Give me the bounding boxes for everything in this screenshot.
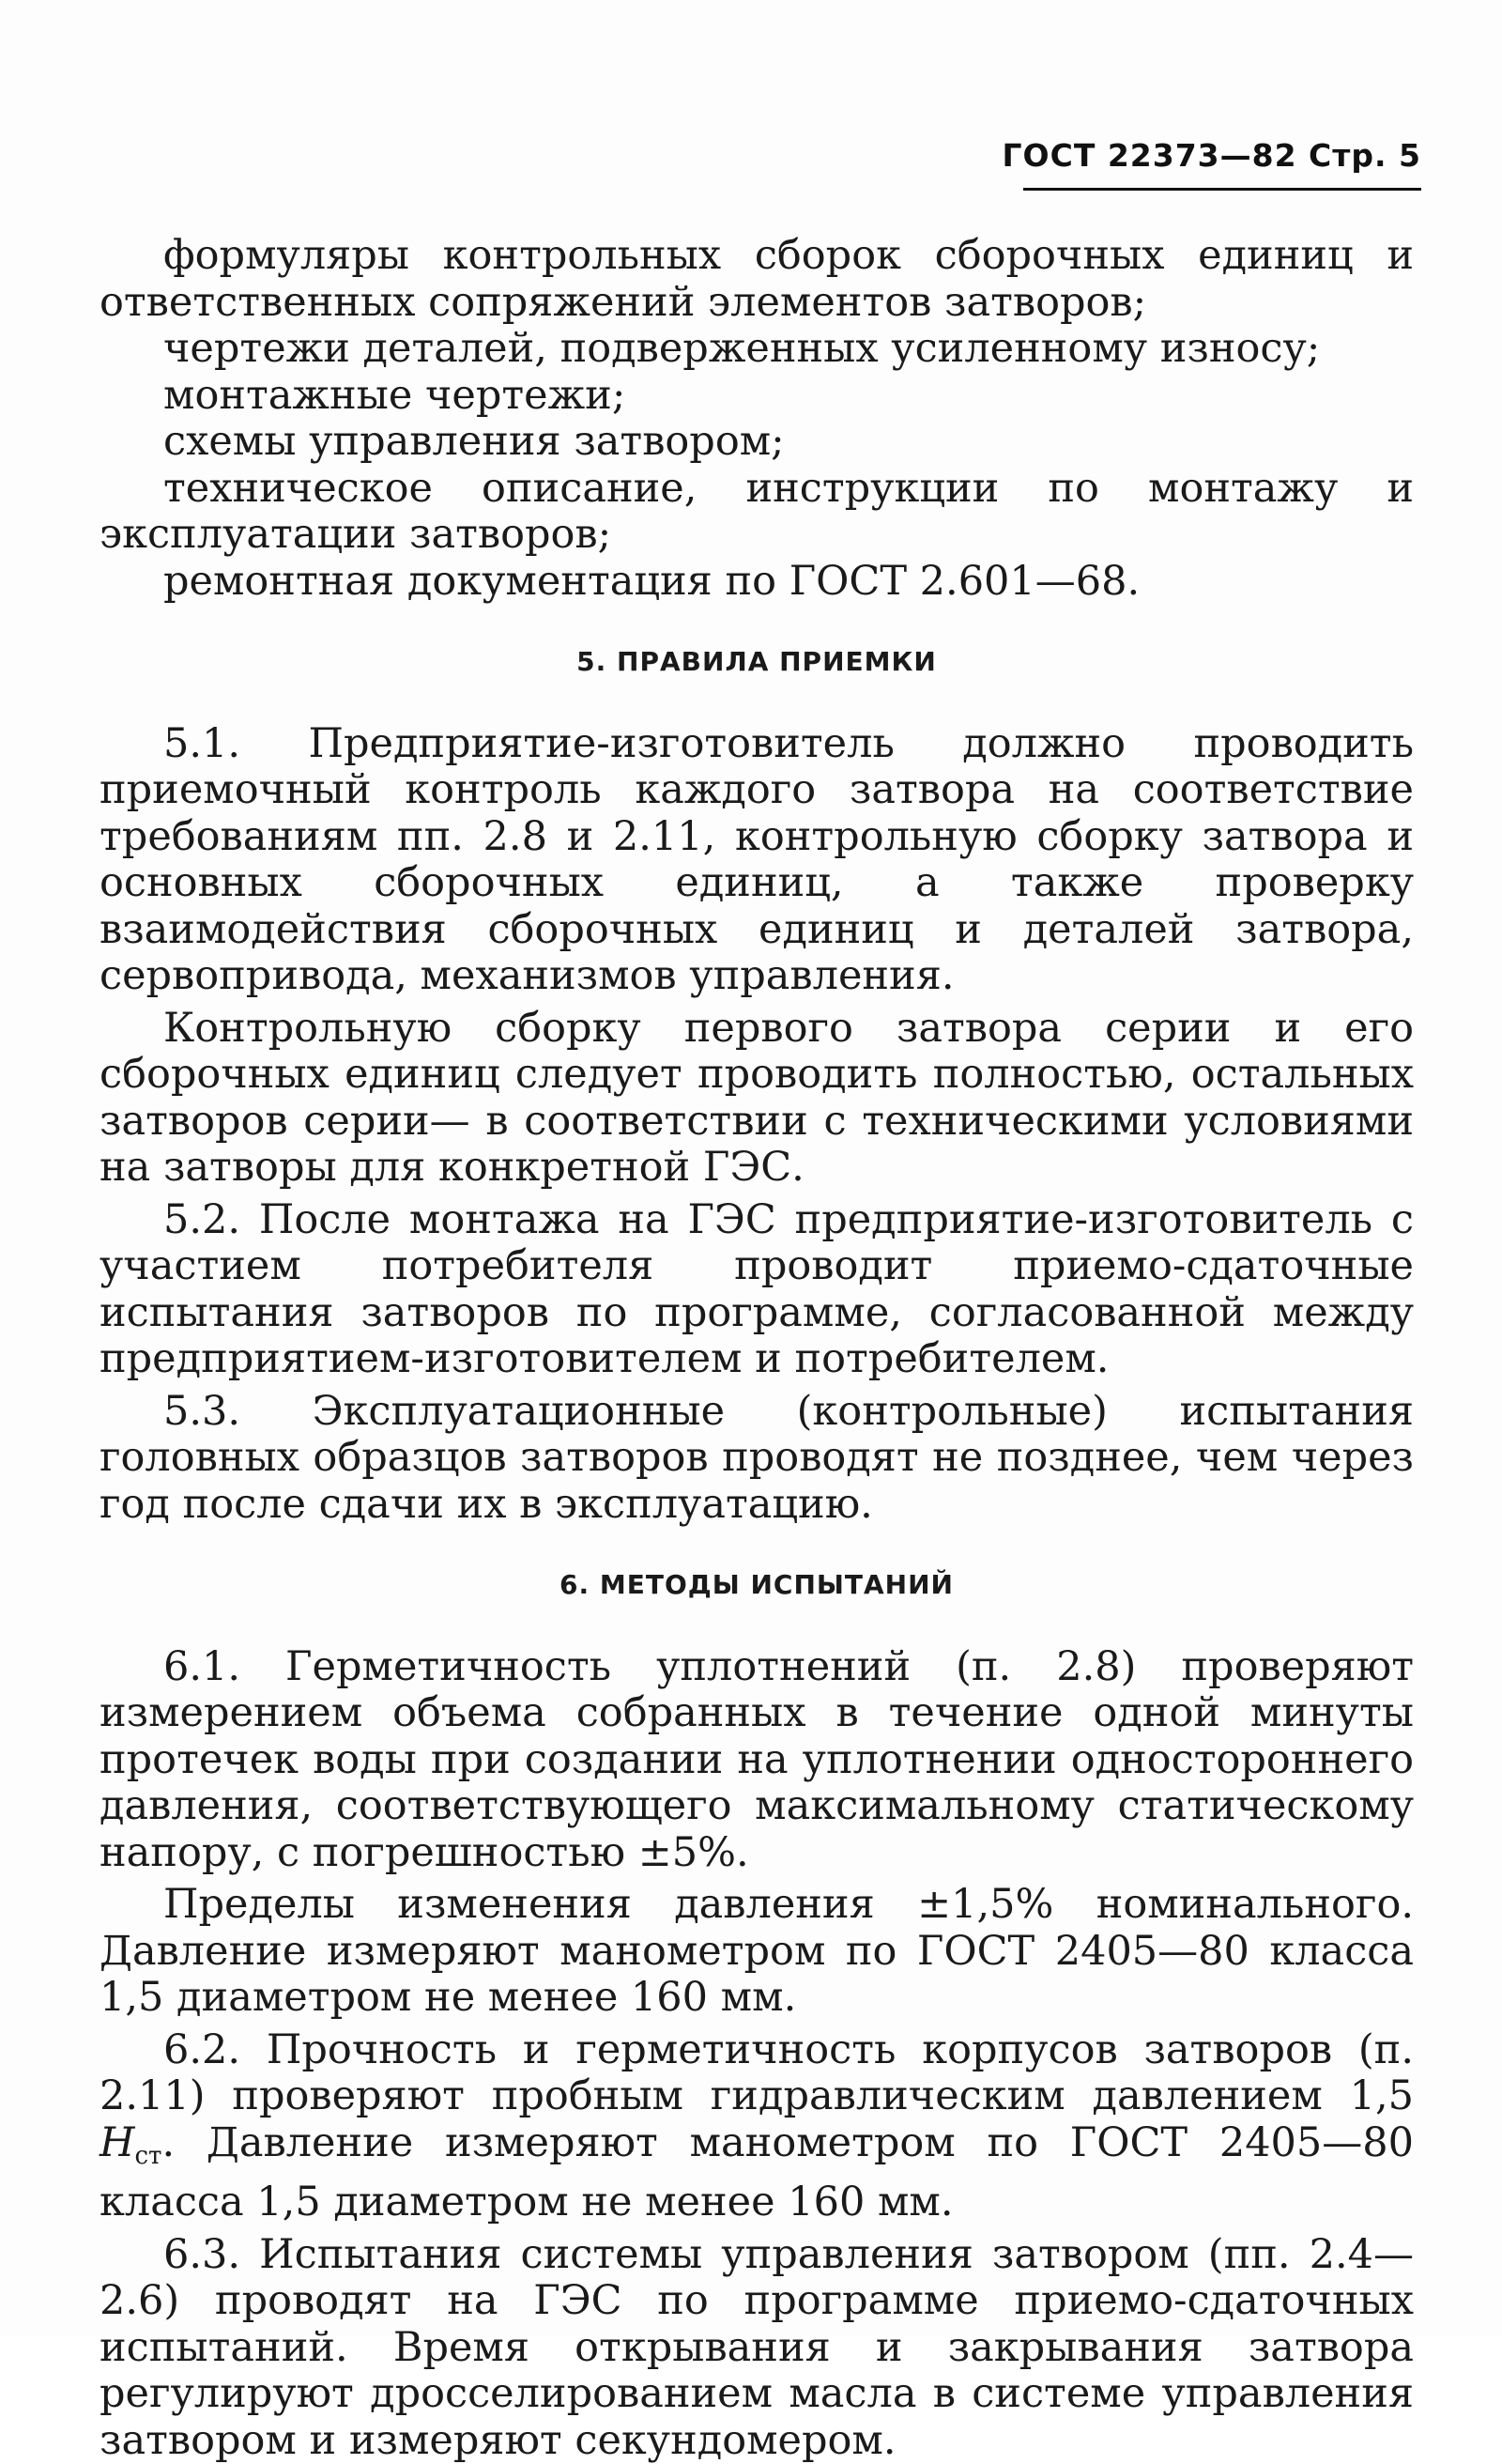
list-item: чертежи деталей, подверженных усиленному износу; (100, 326, 1414, 373)
paragraph-6-1-continued: Пределы изменения давления ±1,5% номинального. Давление измеряют манометром по ГОСТ 2405—80 класса 1,5 диаметром не менее 160 мм. (100, 1882, 1414, 2022)
pressure-symbol: H (100, 2119, 135, 2166)
pressure-subscript: ст (135, 2142, 162, 2170)
paragraph-5-1-continued: Контрольную сборку первого затвора серии и его сборочных единиц следует проводить полностью, остальных затворов серии— в соответствии с техническими условиями на затворы для конкретной ГЭС. (100, 1006, 1414, 1192)
list-item: формуляры контрольных сборок сборочных единиц и ответственных сопряжений элементов затворов; (100, 233, 1414, 326)
paragraph-6-2-text-end: . Давление измеряют манометром по ГОСТ 2405—80 класса 1,5 диаметром не менее 160 мм. (100, 2119, 1414, 2226)
list-item: монтажные чертежи; (100, 373, 1414, 420)
list-item: ремонтная документация по ГОСТ 2.601—68. (100, 559, 1414, 606)
paragraph-6-2 (100, 2027, 1414, 2226)
page-body (100, 233, 1414, 2464)
header-rule (1023, 188, 1421, 191)
paragraph-5-2: 5.2. После монтажа на ГЭС предприятие-изготовитель с участием потребителя проводит приемо-сдаточные испытания затворов по программе, согласованной между предприятием-изготовителем и потребителем. (100, 1197, 1414, 1383)
section-6-title: 6. МЕТОДЫ ИСПЫТАНИЙ (100, 1562, 1414, 1609)
paragraph-6-2-text: 6.2. Прочность и герметичность корпусов затворов (п. 2.11) проверяют пробным гидравлическим давлением 1,5 (100, 2026, 1414, 2120)
paragraph-5-3: 5.3. Эксплуатационные (контрольные) испытания головных образцов затворов проводят не позднее, чем через год после сдачи их в эксплуатацию. (100, 1389, 1414, 1529)
list-item: техническое описание, инструкции по монтажу и эксплуатации затворов; (100, 466, 1414, 559)
paragraph-6-3: 6.3. Испытания системы управления затвором (пп. 2.4—2.6) проводят на ГЭС по программе приемо-сдаточных испытаний. Время открывания и закрывания затвора регулируют дросселированием масла в системе управления затвором и измеряют секундомером. (100, 2232, 1414, 2464)
running-header: ГОСТ 22373—82 Стр. 5 (1003, 137, 1421, 174)
section-5-title: 5. ПРАВИЛА ПРИЕМКИ (100, 639, 1414, 685)
paragraph-6-1: 6.1. Герметичность уплотнений (п. 2.8) проверяют измерением объема собранных в течение одной минуты протечек воды при создании на уплотнении одностороннего давления, соответствующего максимальному статическому напору, с погрешностью ±5%. (100, 1644, 1414, 1877)
list-item: схемы управления затвором; (100, 419, 1414, 466)
paragraph-5-1: 5.1. Предприятие-изготовитель должно проводить приемочный контроль каждого затвора на соответствие требованиям пп. 2.8 и 2.11, контрольную сборку затвора и основных сборочных единиц, а также проверку взаимодействия сборочных единиц и деталей затвора, сервопривода, механизмов управления. (100, 721, 1414, 1000)
